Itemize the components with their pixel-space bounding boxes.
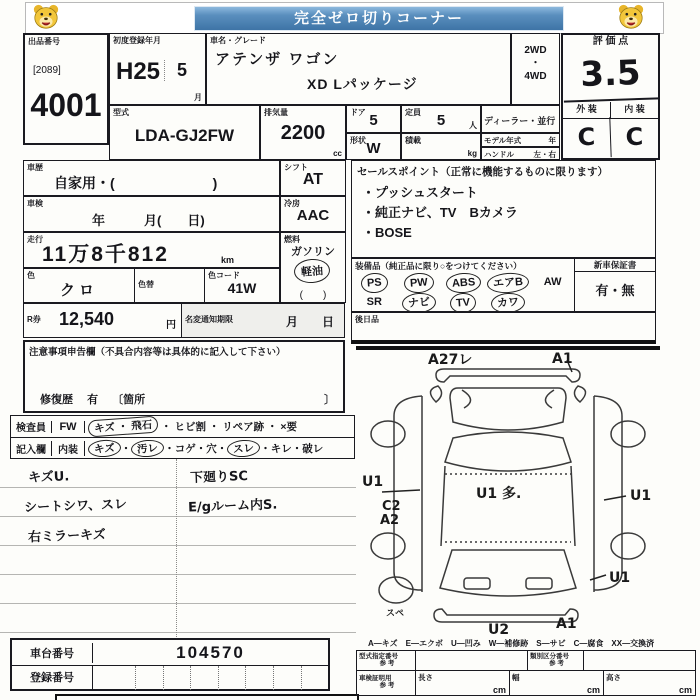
chassis-value: 104570 [92, 643, 328, 663]
displacement-label: 排気量 [264, 108, 288, 117]
lot-number-box [23, 33, 109, 145]
sales-point-item: ・プッシュスタート [362, 185, 478, 200]
diagram-label-u1-right: U1 [630, 488, 652, 504]
color-code-label: 色コード [208, 271, 240, 280]
interior-yogore-circled: 汚レ [131, 439, 165, 458]
teddy-bear-icon-left [31, 3, 61, 31]
color-label: 色 [27, 271, 35, 280]
displacement-box [260, 105, 346, 160]
sales-points-box [351, 160, 656, 258]
shift-cell [280, 160, 346, 196]
diagram-label-u1-left: U1 [362, 474, 384, 490]
fuel-paren: ( ) [299, 290, 327, 301]
handle-label: ハンドル [484, 150, 514, 159]
handwritten-notes-area [0, 459, 356, 637]
shift-label: シフト [284, 163, 308, 172]
registration-value-cells [92, 666, 328, 690]
diagram-label-u1-lower-right: U1 [609, 570, 631, 586]
banner-title: 完全ゼロ切りコーナー [194, 6, 564, 31]
length-unit: cm [492, 685, 506, 695]
equip-tv: TV [450, 292, 477, 314]
inspection-label: 車検 [27, 199, 43, 208]
equip-pw: PW [403, 272, 434, 294]
shape-cell [346, 133, 401, 160]
mileage-row [23, 232, 280, 268]
warranty-value: 有・無 [595, 283, 635, 298]
first-reg-month-suffix: 月 [194, 93, 202, 102]
ref-label-1: 参 考 [379, 660, 395, 667]
ticket-unit: 円 [166, 320, 176, 331]
model-code-value: LDA-GJ2FW [134, 126, 235, 145]
rating-label: 評 価 点 [592, 36, 629, 47]
displacement-value: 2200 [280, 122, 326, 144]
lot-label: 出品番号 [28, 37, 60, 46]
diagram-label-u1-center: U1 多. [476, 486, 522, 502]
damage-legend: A―キズ E―エクボ U―凹み W―補修跡 S―サビ C―腐食 XX―交換済 [368, 639, 655, 648]
diagram-label-a27: A27レ [428, 352, 473, 368]
capacity-unit: 人 [469, 121, 477, 130]
rating-score: 3.5 [562, 47, 659, 102]
model-year-label: モデル年式 [484, 136, 522, 145]
inspector-row2-cat: 内装 [51, 441, 85, 456]
color-value: クロ [59, 282, 98, 299]
history-label: 車歴 [27, 163, 43, 172]
shape-value: W [366, 140, 381, 157]
mileage-unit: km [220, 255, 234, 265]
drive-dot: ・ [530, 58, 541, 69]
vehicle-grade: XD Lパッケージ [307, 76, 418, 92]
history-row [23, 160, 280, 196]
drive-4wd: 4WD [524, 71, 547, 82]
equip-ps: PS [360, 272, 388, 294]
color-row [23, 268, 280, 303]
ac-value: AAC [296, 207, 330, 224]
sales-points-label: セールスポイント（正常に機能するものに限ります） [357, 166, 609, 178]
drive-2wd: 2WD [524, 45, 547, 56]
type-designation-label: 型式指定番号 [359, 653, 398, 660]
equip-airbag: エアB [486, 272, 529, 295]
shape-label: 形状 [350, 136, 366, 145]
first-reg-era: H25 [116, 58, 161, 85]
doors-cell [346, 105, 401, 133]
interior-grade: C [625, 122, 644, 152]
spec-table [356, 650, 696, 696]
fuel-gasoline: ガソリン [291, 246, 335, 258]
height-unit: cm [678, 685, 692, 695]
diagram-label-u2: U2 [488, 622, 510, 638]
interior-kizu-circled: キズ [87, 439, 121, 458]
interior-label: 内 装 [624, 104, 645, 114]
ac-cell [280, 196, 346, 232]
note-left-3: 右ミラーキズ [27, 527, 107, 546]
load-label: 積載 [405, 136, 421, 145]
repair-close: 〕 [324, 394, 335, 406]
equip-aw: AW [543, 276, 562, 288]
sales-point-item: ・純正ナビ、TV Bカメラ [362, 205, 518, 220]
later-items-box [351, 312, 656, 344]
equipment-label: 装備品（純正品に限り○をつけてください） [355, 261, 522, 271]
first-reg-label: 初度登録年月 [113, 36, 161, 45]
color-change-label: 色替 [138, 280, 154, 289]
notes-divider [176, 459, 177, 637]
width-label: 幅 [512, 673, 520, 682]
car-diagram [356, 346, 660, 638]
fuel-diesel-circled: 軽油 [293, 258, 331, 284]
inspector-row1-rest: ・ ヒビ割 ・ リペア跡 ・ ×要 [161, 421, 298, 433]
ticket-label: R券 [27, 315, 41, 324]
inspection-value: 年 月( 日) [92, 213, 205, 228]
repair-location: 〔箇所 [112, 394, 146, 406]
header-banner [25, 2, 664, 34]
shift-value: AT [302, 171, 324, 188]
inspector-row2-label: 記入欄 [16, 445, 46, 456]
fuel-label: 燃料 [284, 235, 300, 244]
inspector-table [10, 415, 355, 459]
fuel-cell [280, 232, 346, 303]
handle-value: 左・右 [533, 150, 556, 159]
inspector-row1-circled: キズ ・ 飛石 [87, 416, 158, 438]
doors-value: 5 [369, 112, 378, 129]
ref-label-2: 参 考 [549, 660, 564, 667]
handle-cell [481, 147, 560, 160]
rating-box [561, 33, 660, 160]
sales-point-item: ・BOSE [362, 225, 412, 240]
interior-mid-items: ・コゲ・穴・ [164, 443, 228, 455]
sep-dot: ・ [120, 443, 132, 455]
load-unit: kg [467, 149, 477, 158]
history-value: 自家用・( ) [54, 175, 218, 191]
diagram-label-a2: A2 [380, 513, 400, 528]
model-year-unit: 年 [548, 136, 556, 145]
doors-label: ドア [350, 108, 366, 117]
vehicle-name: アテンザ ワゴン [215, 51, 340, 68]
equip-navi: ナビ [401, 292, 436, 314]
teddy-bear-icon-right [616, 3, 646, 31]
ac-label: 冷房 [284, 199, 300, 208]
note-left-1: キズU. [27, 469, 70, 486]
name-change-value: 月 日 [285, 315, 334, 329]
lot-code: [2089] [33, 65, 61, 76]
width-unit: cm [586, 685, 600, 695]
ref-label-3: 参 考 [379, 682, 395, 689]
ticket-row [23, 303, 345, 338]
equip-sr: SR [366, 296, 382, 308]
cert-label: 車検証明用 [359, 675, 392, 682]
height-label: 高さ [606, 673, 621, 682]
repair-value: 有 [87, 394, 99, 406]
cutoff-box-edge [55, 694, 359, 700]
inspector-row1-label: 検査員 [16, 423, 46, 434]
inspector-row1-cat: FW [51, 421, 85, 433]
lot-number: 4001 [30, 87, 102, 123]
repair-label: 修復歴 [40, 394, 73, 406]
model-year-cell [481, 133, 560, 147]
note-right-1: 下廻りSC [189, 468, 249, 487]
diagram-label-a1-top: A1 [552, 351, 573, 367]
vehicle-name-box [206, 33, 511, 105]
name-change-label: 名変通知期限 [185, 315, 233, 324]
model-code-label: 型式 [113, 108, 129, 117]
warranty-label: 新車保証書 [575, 259, 655, 272]
vehicle-label: 車名・グレード [210, 36, 266, 45]
equip-abs: ABS [445, 272, 482, 294]
equipment-box [351, 258, 656, 312]
load-cell [401, 133, 481, 160]
mileage-label: 走行 [27, 235, 43, 244]
displacement-unit: cc [333, 149, 342, 158]
first-registration-box [109, 33, 206, 105]
capacity-label: 定員 [405, 108, 421, 117]
later-items-label: 後日品 [355, 315, 379, 324]
dealer-label: ディーラー・並行 [484, 116, 556, 126]
note-right-2: E/gルーム内S. [187, 497, 278, 516]
mileage-value: 11万8千812 [42, 243, 169, 266]
dealer-cell [481, 105, 560, 133]
class-number-label: 類別区分番号 [530, 653, 569, 660]
notice-box [23, 340, 345, 413]
model-code-box [109, 105, 260, 160]
registration-label: 登録番号 [30, 672, 74, 684]
diagram-label-a1-bottom: A1 [556, 616, 577, 632]
exterior-grade: C [562, 117, 611, 159]
length-label: 長さ [418, 673, 433, 682]
chassis-label: 車台番号 [30, 647, 74, 660]
capacity-cell [401, 105, 481, 133]
note-left-2: シートシワ、スレ [23, 497, 128, 516]
notice-label: 注意事項申告欄（不具合内容等は具体的に記入して下さい） [29, 347, 286, 358]
drive-type-cell [511, 33, 560, 105]
color-code-value: 41W [227, 280, 257, 296]
ticket-value: 12,540 [59, 309, 115, 329]
interior-tail-items: ・キレ・破レ [260, 443, 324, 455]
capacity-value: 5 [436, 112, 446, 129]
equip-leather: カワ [490, 292, 525, 314]
inspection-row [23, 196, 280, 232]
chassis-table [10, 638, 330, 691]
diagram-label-spare: スペ [386, 609, 405, 619]
first-reg-month: 5 [164, 60, 187, 81]
exterior-label: 外 装 [563, 102, 611, 118]
car-top-view-drawing [356, 350, 660, 638]
diagram-label-c2: C2 [382, 499, 401, 514]
interior-sure-circled: スレ [227, 439, 261, 458]
